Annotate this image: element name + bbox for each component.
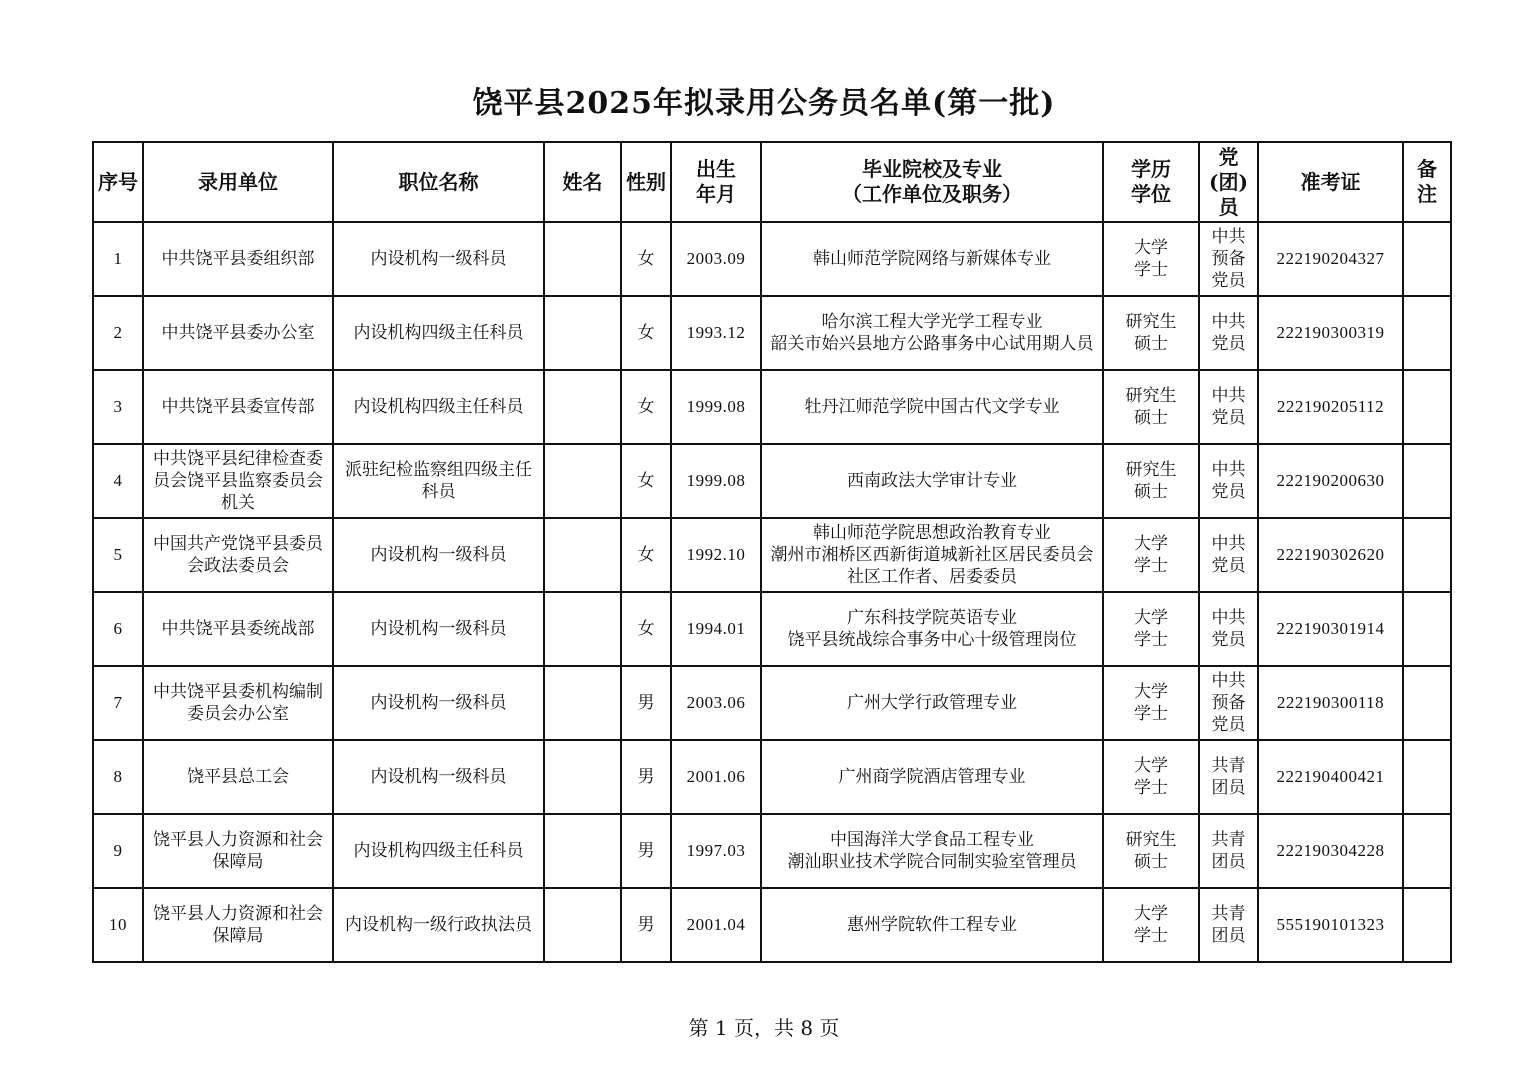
cell-gender: 男 [621,740,671,814]
header-unit: 录用单位 [143,142,333,222]
roster-table [92,141,1452,963]
cell-gender: 男 [621,814,671,888]
cell-name [544,740,621,814]
cell-degree: 研究生 硕士 [1103,370,1199,444]
cell-ticket: 222190301914 [1258,592,1403,666]
header-degree: 学历 学位 [1103,142,1199,222]
cell-gender: 女 [621,592,671,666]
header-name: 姓名 [544,142,621,222]
cell-name [544,888,621,962]
cell-birth: 1999.08 [671,444,761,518]
cell-birth: 2001.04 [671,888,761,962]
header-school: 毕业院校及专业 （工作单位及职务） [761,142,1103,222]
cell-degree: 大学 学士 [1103,222,1199,296]
cell-degree: 大学 学士 [1103,518,1199,592]
cell-note [1403,888,1451,962]
cell-party: 中共 预备 党员 [1199,222,1258,296]
cell-party: 共青 团员 [1199,814,1258,888]
cell-ticket: 222190400421 [1258,740,1403,814]
cell-birth: 2003.06 [671,666,761,740]
cell-note [1403,666,1451,740]
cell-name [544,296,621,370]
table-row [93,444,1451,518]
header-birth: 出生 年月 [671,142,761,222]
cell-ticket: 222190205112 [1258,370,1403,444]
cell-name [544,814,621,888]
cell-position: 内设机构一级科员 [333,666,544,740]
cell-unit: 中共饶平县委办公室 [143,296,333,370]
cell-position: 内设机构一级科员 [333,592,544,666]
cell-name [544,592,621,666]
cell-degree: 大学 学士 [1103,666,1199,740]
cell-party: 中共 党员 [1199,296,1258,370]
cell-note [1403,740,1451,814]
cell-birth: 1992.10 [671,518,761,592]
page-footer: 第 1 页，共 8 页 [688,1016,840,1040]
cell-party: 共青 团员 [1199,740,1258,814]
header-party: 党 (团) 员 [1199,142,1258,222]
cell-gender: 女 [621,222,671,296]
roster-body [93,222,1451,962]
cell-degree: 研究生 硕士 [1103,814,1199,888]
cell-ticket: 222190300118 [1258,666,1403,740]
cell-party: 中共 预备 党员 [1199,666,1258,740]
cell-party: 中共 党员 [1199,370,1258,444]
cell-seq: 1 [93,222,143,296]
cell-gender: 男 [621,888,671,962]
cell-school: 惠州学院软件工程专业 [761,888,1103,962]
cell-gender: 女 [621,370,671,444]
header-gender: 性别 [621,142,671,222]
cell-ticket: 222190204327 [1258,222,1403,296]
header-note: 备 注 [1403,142,1451,222]
cell-ticket: 222190200630 [1258,444,1403,518]
cell-position: 派驻纪检监察组四级主任科员 [333,444,544,518]
cell-school: 中国海洋大学食品工程专业 潮汕职业技术学院合同制实验室管理员 [761,814,1103,888]
cell-name [544,222,621,296]
table-row [93,518,1451,592]
cell-position: 内设机构四级主任科员 [333,296,544,370]
cell-school: 广州商学院酒店管理专业 [761,740,1103,814]
cell-unit: 中国共产党饶平县委员会政法委员会 [143,518,333,592]
cell-seq: 4 [93,444,143,518]
header-seq: 序号 [93,142,143,222]
header-ticket: 准考证 [1258,142,1403,222]
cell-school: 哈尔滨工程大学光学工程专业 韶关市始兴县地方公路事务中心试用期人员 [761,296,1103,370]
cell-gender: 女 [621,444,671,518]
cell-note [1403,518,1451,592]
cell-seq: 3 [93,370,143,444]
cell-unit: 中共饶平县委机构编制委员会办公室 [143,666,333,740]
cell-party: 共青 团员 [1199,888,1258,962]
cell-degree: 大学 学士 [1103,740,1199,814]
cell-degree: 研究生 硕士 [1103,296,1199,370]
cell-position: 内设机构一级科员 [333,740,544,814]
cell-position: 内设机构一级科员 [333,518,544,592]
document-title: 饶平县2025年拟录用公务员名单(第一批) [472,86,1056,121]
cell-seq: 9 [93,814,143,888]
cell-party: 中共 党员 [1199,592,1258,666]
cell-school: 牡丹江师范学院中国古代文学专业 [761,370,1103,444]
cell-seq: 2 [93,296,143,370]
cell-unit: 饶平县总工会 [143,740,333,814]
cell-gender: 女 [621,296,671,370]
cell-note [1403,444,1451,518]
table-row [93,592,1451,666]
cell-school: 广东科技学院英语专业 饶平县统战综合事务中心十级管理岗位 [761,592,1103,666]
cell-name [544,666,621,740]
cell-unit: 中共饶平县委统战部 [143,592,333,666]
cell-birth: 2001.06 [671,740,761,814]
cell-birth: 1999.08 [671,370,761,444]
table-row [93,740,1451,814]
cell-unit: 饶平县人力资源和社会保障局 [143,888,333,962]
cell-note [1403,296,1451,370]
table-row [93,370,1451,444]
cell-seq: 6 [93,592,143,666]
table-row [93,814,1451,888]
cell-note [1403,222,1451,296]
cell-unit: 中共饶平县委宣传部 [143,370,333,444]
table-row [93,296,1451,370]
cell-note [1403,370,1451,444]
table-row [93,666,1451,740]
cell-school: 西南政法大学审计专业 [761,444,1103,518]
cell-note [1403,814,1451,888]
header-row [93,142,1451,222]
cell-ticket: 222190302620 [1258,518,1403,592]
cell-school: 广州大学行政管理专业 [761,666,1103,740]
cell-gender: 男 [621,666,671,740]
cell-seq: 10 [93,888,143,962]
cell-party: 中共 党员 [1199,444,1258,518]
cell-unit: 中共饶平县委组织部 [143,222,333,296]
cell-seq: 7 [93,666,143,740]
cell-ticket: 222190300319 [1258,296,1403,370]
cell-birth: 1997.03 [671,814,761,888]
cell-name [544,444,621,518]
table-row [93,888,1451,962]
cell-birth: 1993.12 [671,296,761,370]
cell-name [544,518,621,592]
cell-position: 内设机构一级行政执法员 [333,888,544,962]
cell-birth: 1994.01 [671,592,761,666]
header-position: 职位名称 [333,142,544,222]
cell-unit: 中共饶平县纪律检查委员会饶平县监察委员会机关 [143,444,333,518]
cell-ticket: 555190101323 [1258,888,1403,962]
cell-party: 中共 党员 [1199,518,1258,592]
cell-note [1403,592,1451,666]
cell-gender: 女 [621,518,671,592]
cell-degree: 大学 学士 [1103,592,1199,666]
cell-birth: 2003.09 [671,222,761,296]
cell-position: 内设机构四级主任科员 [333,370,544,444]
cell-seq: 5 [93,518,143,592]
cell-school: 韩山师范学院思想政治教育专业 潮州市湘桥区西新街道城新社区居民委员会社区工作者、居委委员 [761,518,1103,592]
cell-position: 内设机构四级主任科员 [333,814,544,888]
cell-unit: 饶平县人力资源和社会保障局 [143,814,333,888]
cell-ticket: 222190304228 [1258,814,1403,888]
cell-seq: 8 [93,740,143,814]
cell-degree: 研究生 硕士 [1103,444,1199,518]
cell-school: 韩山师范学院网络与新媒体专业 [761,222,1103,296]
cell-degree: 大学 学士 [1103,888,1199,962]
cell-name [544,370,621,444]
table-row [93,222,1451,296]
cell-position: 内设机构一级科员 [333,222,544,296]
